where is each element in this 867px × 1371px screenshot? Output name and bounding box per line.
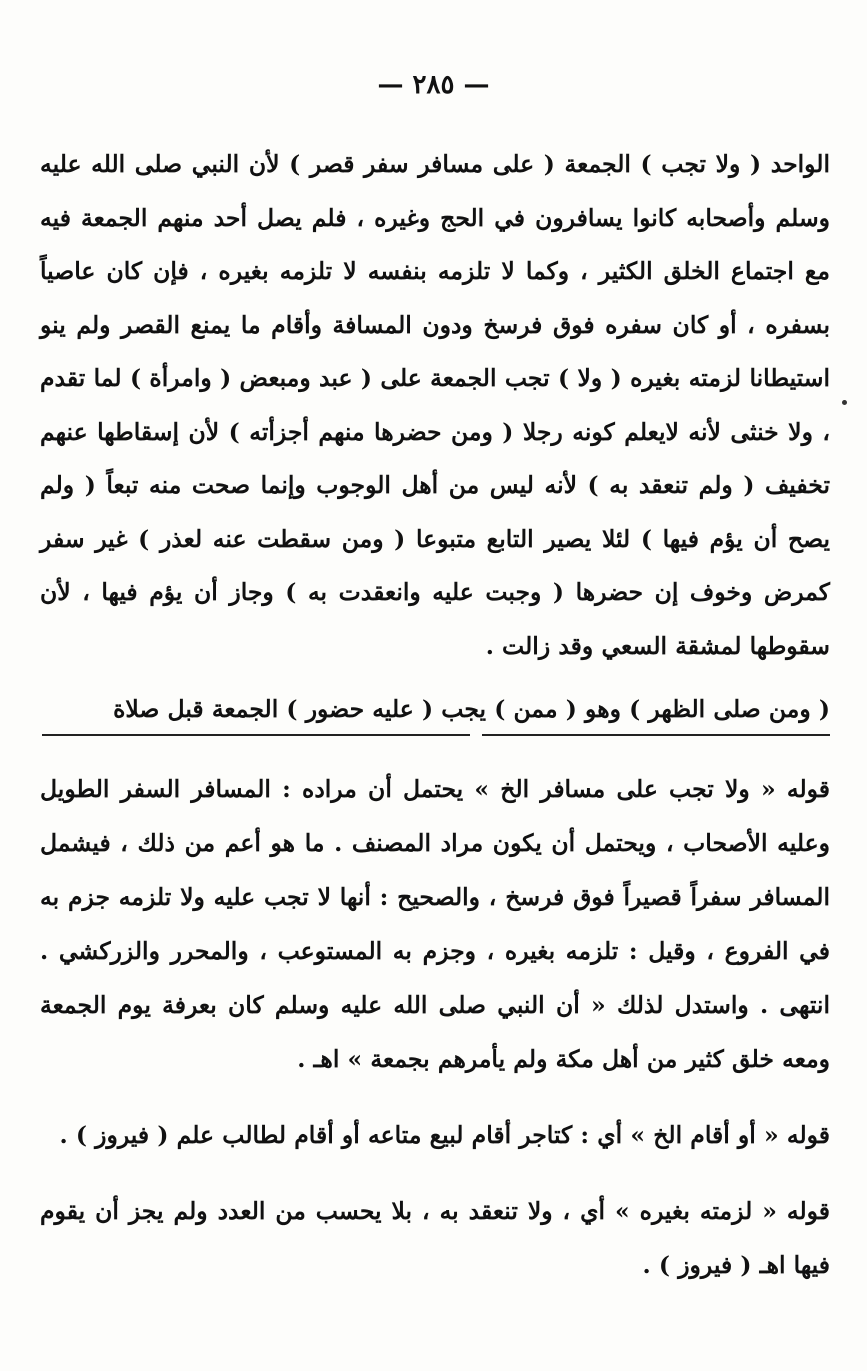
- main-text: [40, 138, 830, 737]
- footnote: قوله « لزمته بغيره » أي ، ولا تنعقد به ، بلا يحسب من العدد ولم يجز أن يقوم فيها اهـ ( فيروز ) .: [40, 1197, 830, 1279]
- footnote: قوله « ولا تجب على مسافر الخ » يحتمل أن مراده : المسافر السفر الطويل وعليه الأصحاب ، ويحتمل أن يكون مراد المصنف . ما هو أعم من ذلك ، فيشمل المسافر سفراً قصيراً فوق فرسخ ، والصحيح : أنها لا تجب عليه ولا تلزمه جزم به في الفروع ، وقيل : تلزمه بغيره ، وجزم به المستوعب ، والمحرر والزركشي . انتهى . واستدل لذلك « أن النبي صلى الله عليه وسلم كان بعرفة يوم الجمعة ومعه خلق كثير من أهل مكة ولم يأمرهم بجمعة » اهـ .: [40, 775, 830, 1073]
- separator-gap: [470, 734, 482, 736]
- margin-mark: [842, 400, 847, 405]
- footnotes: [40, 762, 830, 1314]
- footnote-separator: [42, 734, 830, 736]
- footnote: قوله « أو أقام الخ » أي : كتاجر أقام لبيع متاعه أو أقام لطالب علم ( فيروز ) .: [59, 1121, 830, 1149]
- main-paragraph: ( ومن صلى الظهر ) وهو ( ممن ) يجب ( عليه حضور ) الجمعة قبل صلاة: [113, 695, 830, 723]
- main-paragraph: الواحد ( ولا تجب ) الجمعة ( على مسافر سفر قصر ) لأن النبي صلى الله عليه وسلم وأصحابه كانوا يسافرون في الحج وغيره ، فلم يصل أحد منهم الجمعة فيه مع اجتماع الخلق الكثير ، وكما لا تلزمه بنفسه لا تلزمه بغيره ، فإن كان عاصياً بسفره ، أو كان سفره فوق فرسخ ودون المسافة وأقام ما يمنع القصر ولم ينو استيطانا لزمته بغيره ( ولا ) تجب الجمعة على ( عبد ومبعض ( وامرأة ) لما تقدم ، ولا خنثى لأنه لايعلم كونه رجلا ( ومن حضرها منهم أجزأته ) لأن إسقاطها عنهم تخفيف ( ولم تنعقد به ) لأنه ليس من أهل الوجوب وإنما صحت منه تبعاً ( ولم يصح أن يؤم فيها ) لئلا يصير التابع متبوعا ( ومن سقطت عنه لعذر ) غير سفر كمرض وخوف إن حضرها ( وجبت عليه وانعقدت به ) وجاز أن يؤم فيها ، لأن سقوطها لمشقة السعي وقد زالت .: [40, 150, 830, 660]
- page-number: — ٢٨٥ —: [377, 70, 490, 100]
